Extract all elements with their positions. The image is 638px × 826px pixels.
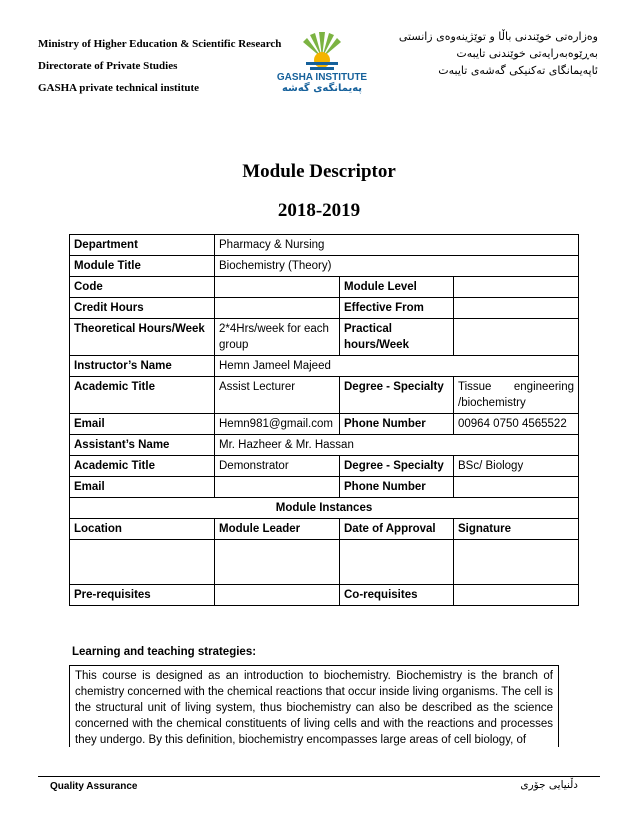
credit-hours-value [215,298,340,319]
strategies-heading: Learning and teaching strategies: [72,646,257,658]
department-value: Pharmacy & Nursing [215,235,579,256]
directorate-line-ku: بەڕێوەبەرایەتی خوێندنی تایبەت [456,47,598,60]
document-title: Module Descriptor [242,161,396,182]
code-value [215,277,340,298]
assistant-phone-label: Phone Number [340,477,454,498]
credit-hours-label: Credit Hours [70,298,215,319]
module-instances-header: Module Instances [70,498,579,519]
assistant-title-value: Demonstrator [215,456,340,477]
assistant-degree-value: BSc/ Biology [454,456,579,477]
degree-specialty-value: Tissue engineering /biochemistry [454,377,579,414]
email-label: Email [70,414,215,435]
footer-quality-assurance-ku: دڵنیایی جۆری [520,779,578,791]
document-year: 2018-2019 [277,200,361,221]
assistant-degree-label: Degree - Specialty [340,456,454,477]
module-title-label: Module Title [70,256,215,277]
corequisites-value [454,585,579,606]
table-row [70,435,579,456]
phone-number-value: 00964 0750 4565522 [454,414,579,435]
logo-text-en: GASHA INSTITUTE [276,72,368,83]
table-row [70,256,579,277]
sun-rays-icon [302,28,342,72]
date-of-approval-label: Date of Approval [340,519,454,540]
strategies-text: This course is designed as an introduction to biochemistry. Biochemistry is the branch of chemistry concerned with the chemical reactions that occur inside living organisms. The cell is the structural unit of living system, thus biochemistry can also be described as the science concerned with the chemical constituents of living cells and with the reactions and processes they undergo. By this definition, biochemistry encompasses large areas of cell biology, of [69,665,559,747]
table-row [70,277,579,298]
module-leader-value [215,540,340,585]
table-row [70,235,579,256]
theoretical-hours-label: Theoretical Hours/Week [70,319,215,356]
directorate-line: Directorate of Private Studies [38,60,178,72]
assistant-name-value: Mr. Hazheer & Mr. Hassan [215,435,579,456]
table-row [70,356,579,377]
phone-number-label: Phone Number [340,414,454,435]
module-title-value: Biochemistry (Theory) [215,256,579,277]
institute-line: GASHA private technical institute [38,82,200,94]
institute-line-ku: ئاپەیمانگای تەکنیکی گەشەی تایبەت [438,64,598,77]
academic-title-value: Assist Lecturer [215,377,340,414]
table-row [70,585,579,606]
ministry-line: Ministry of Higher Education & Scientific Research [38,38,282,50]
location-label: Location [70,519,215,540]
header-right [388,28,598,79]
module-level-value [454,277,579,298]
table-row [70,298,579,319]
prerequisites-value [215,585,340,606]
practical-hours-value [454,319,579,356]
degree-specialty-label: Degree - Specialty [340,377,454,414]
email-value: Hemn981@gmail.com [215,414,340,435]
assistant-email-label: Email [70,477,215,498]
signature-label: Signature [454,519,579,540]
assistant-title-label: Academic Title [70,456,215,477]
logo-text-ku: پەیمانگەی گەشە [281,83,363,94]
practical-hours-label: Practical hours/Week [340,319,454,356]
table-row [70,540,579,585]
date-of-approval-value [340,540,454,585]
corequisites-label: Co-requisites [340,585,454,606]
prerequisites-label: Pre-requisites [70,585,215,606]
table-row [70,519,579,540]
table-row [70,477,579,498]
location-value [70,540,215,585]
effective-from-label: Effective From [340,298,454,319]
table-row [70,319,579,356]
module-leader-label: Module Leader [215,519,340,540]
department-label: Department [70,235,215,256]
ministry-line-ku: وەزارەتی خوێندنی باڵا و توێژینەوەی زانستی [398,30,598,43]
code-label: Code [70,277,215,298]
signature-value [454,540,579,585]
table-row [70,456,579,477]
instructor-label: Instructor’s Name [70,356,215,377]
table-row [70,414,579,435]
footer-quality-assurance: Quality Assurance [50,781,138,792]
module-level-label: Module Level [340,277,454,298]
assistant-phone-value [454,477,579,498]
instructor-value: Hemn Jameel Majeed [215,356,579,377]
header-left [38,37,298,103]
institute-logo [276,28,368,100]
footer-divider [38,776,600,777]
effective-from-value [454,298,579,319]
assistant-email-value [215,477,340,498]
table-row [70,498,579,519]
assistant-name-label: Assistant’s Name [70,435,215,456]
theoretical-hours-value: 2*4Hrs/week for each group [215,319,340,356]
module-info-table [69,234,579,606]
academic-title-label: Academic Title [70,377,215,414]
table-row [70,377,579,414]
